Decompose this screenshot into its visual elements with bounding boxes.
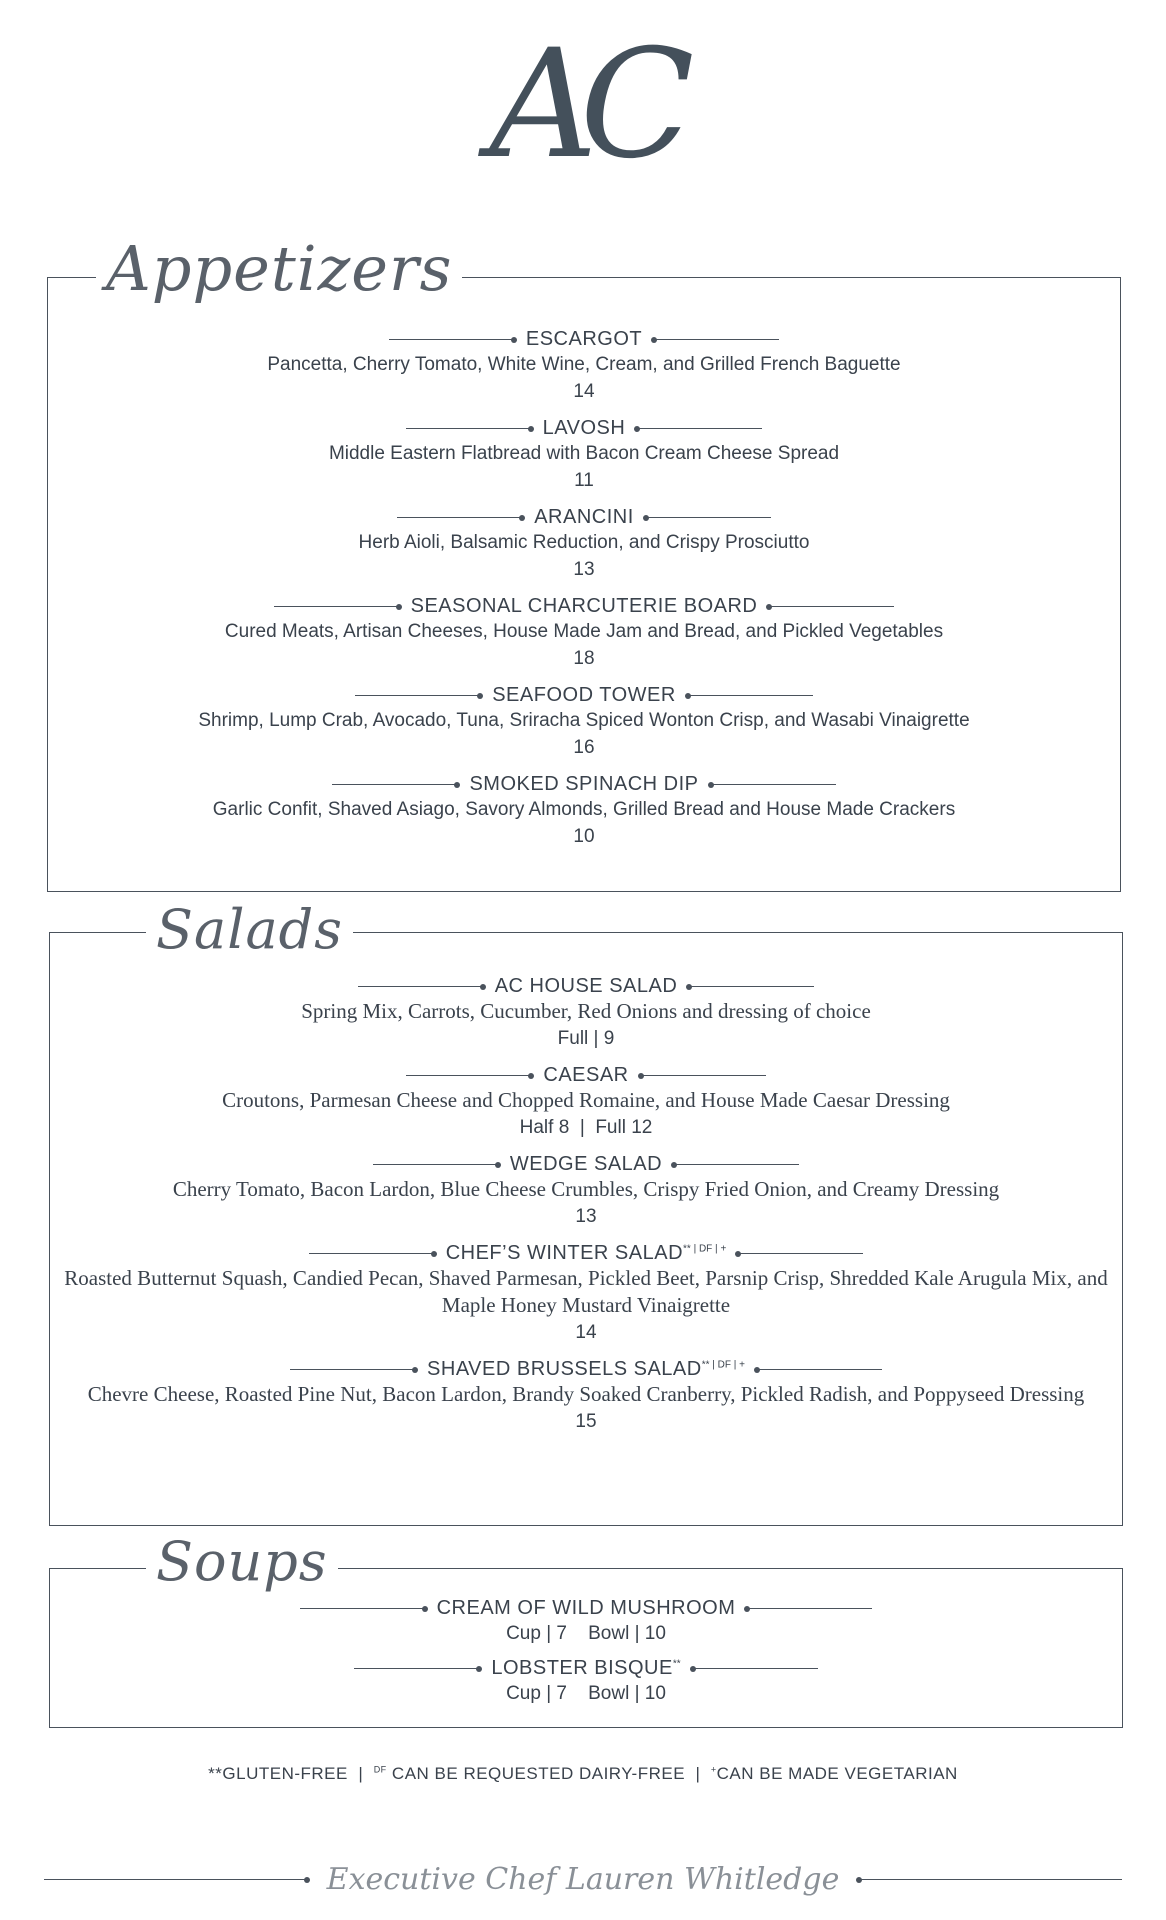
menu-item-description: Croutons, Parmesan Cheese and Chopped Romaine, and House Made Caesar Dressing	[222, 1088, 950, 1112]
menu-item-price: Cup | 7 Bowl | 10	[506, 1683, 666, 1704]
menu-item-price: 13	[573, 559, 595, 580]
menu-item-description: Cherry Tomato, Bacon Lardon, Blue Cheese Crumbles, Crispy Fried Onion, and Creamy Dressing	[172, 1177, 1000, 1201]
menu-item-price: 10	[573, 826, 595, 847]
menu-item-description: Cured Meats, Artisan Cheeses, House Made Jam and Bread, and Pickled Vegetables	[224, 621, 944, 642]
dietary-marks: ** | DF | +	[701, 1359, 745, 1371]
menu-item	[50, 1153, 1122, 1230]
menu-item	[50, 1358, 1122, 1435]
menu-item-price: 14	[573, 381, 595, 402]
divider-line	[358, 986, 483, 987]
divider-line	[693, 1668, 818, 1669]
divider-line	[44, 1879, 307, 1880]
dietary-marks: **	[672, 1658, 681, 1670]
menu-item-price: Full | 9	[557, 1028, 615, 1049]
divider-line	[274, 606, 399, 607]
menu-item-name-text: CHEF’S WINTER SALAD	[445, 1242, 684, 1264]
divider-line	[688, 695, 813, 696]
menu-item-name-text: WEDGE SALAD	[509, 1153, 663, 1175]
legend-veg-mark: +	[710, 1764, 717, 1775]
menu-item-name	[514, 328, 654, 351]
salads-list	[50, 975, 1122, 1447]
menu-item-name	[399, 595, 770, 618]
menu-item	[48, 595, 1120, 672]
menu-item-price: 14	[575, 1322, 597, 1343]
divider-line	[859, 1879, 1122, 1880]
menu-item-name-text: ARANCINI	[534, 506, 634, 528]
menu-item-description: Middle Eastern Flatbread with Bacon Cream Cheese Spread	[328, 443, 840, 464]
dietary-marks: ** | DF | +	[683, 1243, 727, 1255]
menu-item-name-text: ESCARGOT	[525, 328, 643, 350]
menu-item-description: Chevre Cheese, Roasted Pine Nut, Bacon Lardon, Brandy Soaked Cranberry, Pickled Radish, and Poppyseed Dressing	[87, 1382, 1085, 1406]
menu-item-description: Roasted Butternut Squash, Candied Pecan, Shaved Parmesan, Pickled Beet, Parsnip Crisp, Shredded Kale Arugula Mix, and Maple Honey Mustard Vinaigrette	[64, 1266, 1108, 1317]
menu-item-name-text: SEASONAL CHARCUTERIE BOARD	[410, 595, 758, 617]
menu-item-name	[498, 1153, 674, 1176]
menu-item-name	[457, 773, 710, 796]
legend-dairy-free: CAN BE REQUESTED DAIRY-FREE	[391, 1764, 686, 1783]
appetizers-title: Appetizers	[96, 238, 462, 300]
divider-line	[641, 1075, 766, 1076]
appetizers-list	[48, 328, 1120, 862]
divider-line	[738, 1253, 863, 1254]
divider-line	[332, 784, 457, 785]
menu-item-name	[483, 975, 690, 998]
divider-line	[654, 339, 779, 340]
menu-item-name	[531, 1064, 640, 1087]
menu-item-name	[425, 1597, 748, 1620]
legend-df-mark: DF	[373, 1764, 387, 1775]
divider-line	[373, 1164, 498, 1165]
divider-line	[406, 1075, 531, 1076]
restaurant-logo: AC	[489, 18, 677, 192]
divider-line	[309, 1253, 434, 1254]
menu-item-name-text: SEAFOOD TOWER	[492, 684, 676, 706]
appetizers-section	[47, 232, 1121, 892]
divider-line	[757, 1369, 882, 1370]
divider-line	[406, 428, 531, 429]
menu-item-name-text: CAESAR	[543, 1064, 629, 1086]
menu-item-name	[479, 1657, 692, 1680]
chef-signature-row	[44, 1862, 1122, 1897]
divider-line	[646, 517, 771, 518]
divider-line	[300, 1608, 425, 1609]
menu-item-name	[522, 506, 646, 529]
menu-item	[48, 773, 1120, 850]
legend-gluten-free: **GLUTEN-FREE	[208, 1764, 348, 1783]
divider-line	[637, 428, 762, 429]
divider-line	[747, 1608, 872, 1609]
menu-item-name-text: SMOKED SPINACH DIP	[469, 773, 699, 795]
divider-line	[290, 1369, 415, 1370]
menu-item-price: Half 8 | Full 12	[519, 1117, 653, 1138]
menu-item-description: Spring Mix, Carrots, Cucumber, Red Onions and dressing of choice	[301, 999, 871, 1023]
divider-line	[674, 1164, 799, 1165]
menu-item-price: 16	[573, 737, 595, 758]
soups-title: Soups	[146, 1535, 338, 1589]
menu-item-description: Pancetta, Cherry Tomato, White Wine, Cream, and Grilled French Baguette	[267, 354, 901, 375]
legend-separator: |	[695, 1764, 701, 1783]
soups-list	[50, 1597, 1122, 1717]
divider-line	[711, 784, 836, 785]
divider-line	[769, 606, 894, 607]
menu-item-description: Herb Aioli, Balsamic Reduction, and Crispy Prosciutto	[358, 532, 810, 553]
menu-item-name-text: LOBSTER BISQUE	[491, 1657, 673, 1679]
menu-item	[50, 1597, 1122, 1647]
menu-item-name	[480, 684, 688, 707]
salads-title: Salads	[146, 903, 353, 957]
menu-item	[50, 975, 1122, 1052]
menu-item-price: Cup | 7 Bowl | 10	[506, 1623, 666, 1644]
menu-item-price: 13	[575, 1206, 597, 1227]
divider-line	[355, 695, 480, 696]
salads-section	[49, 898, 1123, 1526]
menu-item	[50, 1064, 1122, 1141]
menu-item-price: 18	[573, 648, 595, 669]
menu-item-price: 15	[575, 1411, 597, 1432]
legend-separator: |	[358, 1764, 364, 1783]
menu-item-name-text: CREAM OF WILD MUSHROOM	[436, 1597, 736, 1619]
menu-item	[48, 506, 1120, 583]
menu-item-name-text: LAVOSH	[542, 417, 626, 439]
menu-item	[48, 328, 1120, 405]
menu-item-name	[531, 417, 638, 440]
menu-item-name	[415, 1358, 757, 1381]
divider-line	[354, 1668, 479, 1669]
menu-item-name-text: SHAVED BRUSSELS SALAD	[427, 1358, 702, 1380]
menu-item	[48, 684, 1120, 761]
divider-line	[397, 517, 522, 518]
menu-item	[48, 417, 1120, 494]
menu-item	[50, 1657, 1122, 1707]
menu-item-name	[434, 1242, 739, 1265]
divider-line	[389, 339, 514, 340]
dietary-legend	[0, 1764, 1166, 1784]
menu-item-description: Shrimp, Lump Crab, Avocado, Tuna, Sriracha Spiced Wonton Crisp, and Wasabi Vinaigrette	[198, 710, 970, 731]
menu-item-name-text: AC HOUSE SALAD	[494, 975, 678, 997]
legend-vegetarian: CAN BE MADE VEGETARIAN	[716, 1764, 958, 1783]
executive-chef-signature: Executive Chef Lauren Whitledge	[326, 1862, 840, 1897]
menu-item-price: 11	[574, 470, 594, 491]
divider-line	[689, 986, 814, 987]
soups-section	[49, 1530, 1123, 1728]
menu-item-description: Garlic Confit, Shaved Asiago, Savory Almonds, Grilled Bread and House Made Crackers	[212, 799, 956, 820]
menu-item	[50, 1242, 1122, 1346]
